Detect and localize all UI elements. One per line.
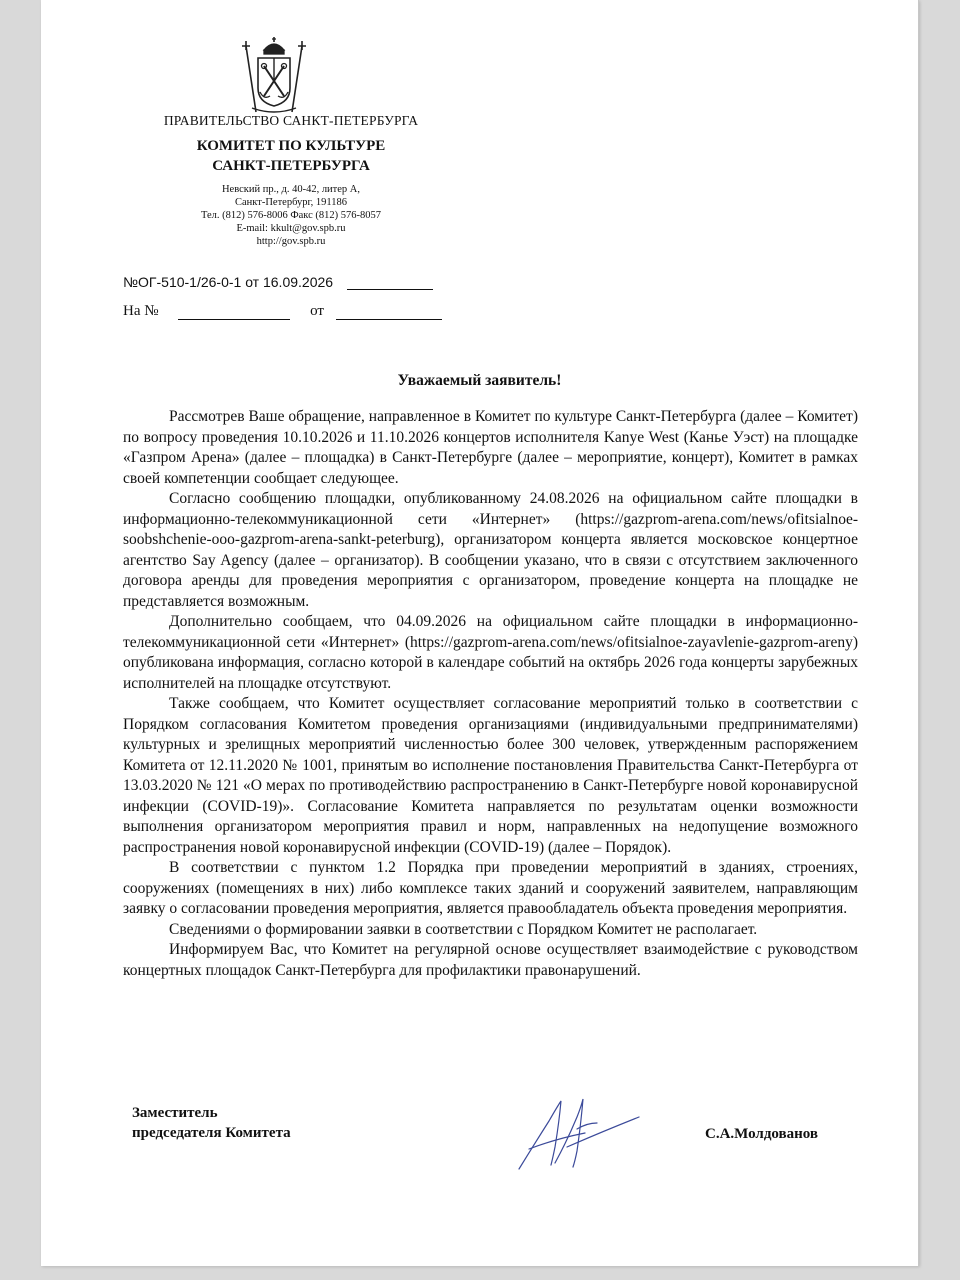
outgoing-number: №ОГ-510-1/26-0-1 от 16.09.2026 — [123, 274, 334, 290]
paragraph-4: Также сообщаем, что Комитет осуществляет согласование мероприятий только в соответствии с Порядком согласования Комитетом проведения организациями (индивидуальными предпринимателями) культурных и зрелищных мероприятий численностью более 300 человек, утвержденным распоряжением Комитета от 12.11.2020 № 1001, принятым во исполнение постановления Правительства Санкт-Петербурга от 13.03.2020 № 121 «О мерах по противодействию распространению в Санкт-Петербурге новой коронавирусной инфекции (COVID-19)». Согласование Комитета направляется по результатам оценки возможности выполнения организатором мероприятия правил и норм, направленных на недопущение возможного распространения новой коронавирусной инфекции (COVID-19) (далее – Порядок). — [123, 695, 858, 856]
committee-name-line1: КОМИТЕТ ПО КУЛЬТУРЕ — [196, 138, 386, 154]
handwritten-signature-icon — [515, 1093, 640, 1173]
address-block — [91, 183, 491, 248]
paragraph-6: Сведениями о формировании заявки в соответствии с Порядком Комитет не располагает. — [169, 920, 758, 938]
email: E-mail: kkult@gov.spb.ru — [236, 223, 346, 234]
signatory-name: С.А.Молдованов — [705, 1126, 819, 1142]
paragraph-3: Дополнительно сообщаем, что 04.09.2026 на официальном сайте площадки в информационно-телекоммуникационной сети «Интернет» (https://gazprom-arena.com/news/ofitsialnoe-zayavlenie-gazprom-areny) опубликована информация, согласно которой в календаре событий на октябрь 2026 года концерты зарубежных исполнителей на площадке отсутствуют. — [123, 613, 858, 692]
signatory-title-line2: председателя Комитета — [132, 1125, 291, 1141]
paragraph-1: Рассмотрев Ваше обращение, направленное в Комитет по культуре Санкт-Петербурга (далее – Комитет) по вопросу проведения 10.10.2026 и 11.10.2026 концертов исполнителя Kanye West (Канье Уэст) на площадке «Газпром Арена» (далее – площадка) в Санкт-Петербурге (далее – мероприятие, концерт), Комитет в рамках своей компетенции сообщает следующее. — [123, 408, 858, 487]
website: http://gov.spb.ru — [256, 236, 326, 247]
outgoing-blank-line — [347, 275, 433, 290]
incoming-date-line — [336, 305, 442, 320]
government-name: ПРАВИТЕЛЬСТВО САНКТ-ПЕТЕРБУРГА — [163, 113, 419, 128]
incoming-number-line — [178, 305, 290, 320]
incoming-from-label: от — [310, 303, 324, 319]
letter-body — [123, 407, 858, 981]
letter-page — [41, 0, 919, 1266]
greeting: Уважаемый заявитель! — [397, 372, 562, 389]
paragraph-2: Согласно сообщению площадки, опубликованному 24.08.2026 на официальном сайте площадки в информационно-телекоммуникационной сети «Интернет» (https://gazprom-arena.com/news/ofitsialnoe-soobshchenie-ooo-gazprom-arena-sankt-peterburg), организатором концерта является московское концертное агентство Say Agency (далее – организатор). В сообщении указано, что в связи с отсутствием заключенного договора аренды для проведения мероприятия с организатором, проведение концерта на площадке не представляется возможным. — [123, 490, 858, 610]
paragraph-7: Информируем Вас, что Комитет на регулярной основе осуществляет взаимодействие с руководством концертных площадок Санкт-Петербурга для профилактики правонарушений. — [123, 941, 858, 979]
committee-name-line2: САНКТ-ПЕТЕРБУРГА — [212, 158, 370, 174]
address-city: Санкт-Петербург, 191186 — [235, 197, 347, 208]
outgoing-reference — [123, 274, 433, 290]
signatory-title-line1: Заместитель — [132, 1105, 218, 1121]
incoming-reference — [123, 303, 442, 320]
address-street: Невский пр., д. 40-42, литер А, — [221, 184, 361, 195]
signatory-title — [132, 1103, 291, 1143]
incoming-label: На № — [123, 303, 159, 319]
phone-fax: Тел. (812) 576-8006 Факс (812) 576-8057 — [200, 210, 382, 221]
paragraph-5: В соответствии с пунктом 1.2 Порядка при проведении мероприятий в зданиях, строениях, сооружениях (помещениях в них) либо комплексе таких зданий и сооружений заявителем, направляющим заявку о согласовании проведения мероприятия, является правообладатель объекта проведения мероприятия. — [123, 859, 858, 917]
saint-petersburg-coat-of-arms-icon — [238, 36, 310, 116]
